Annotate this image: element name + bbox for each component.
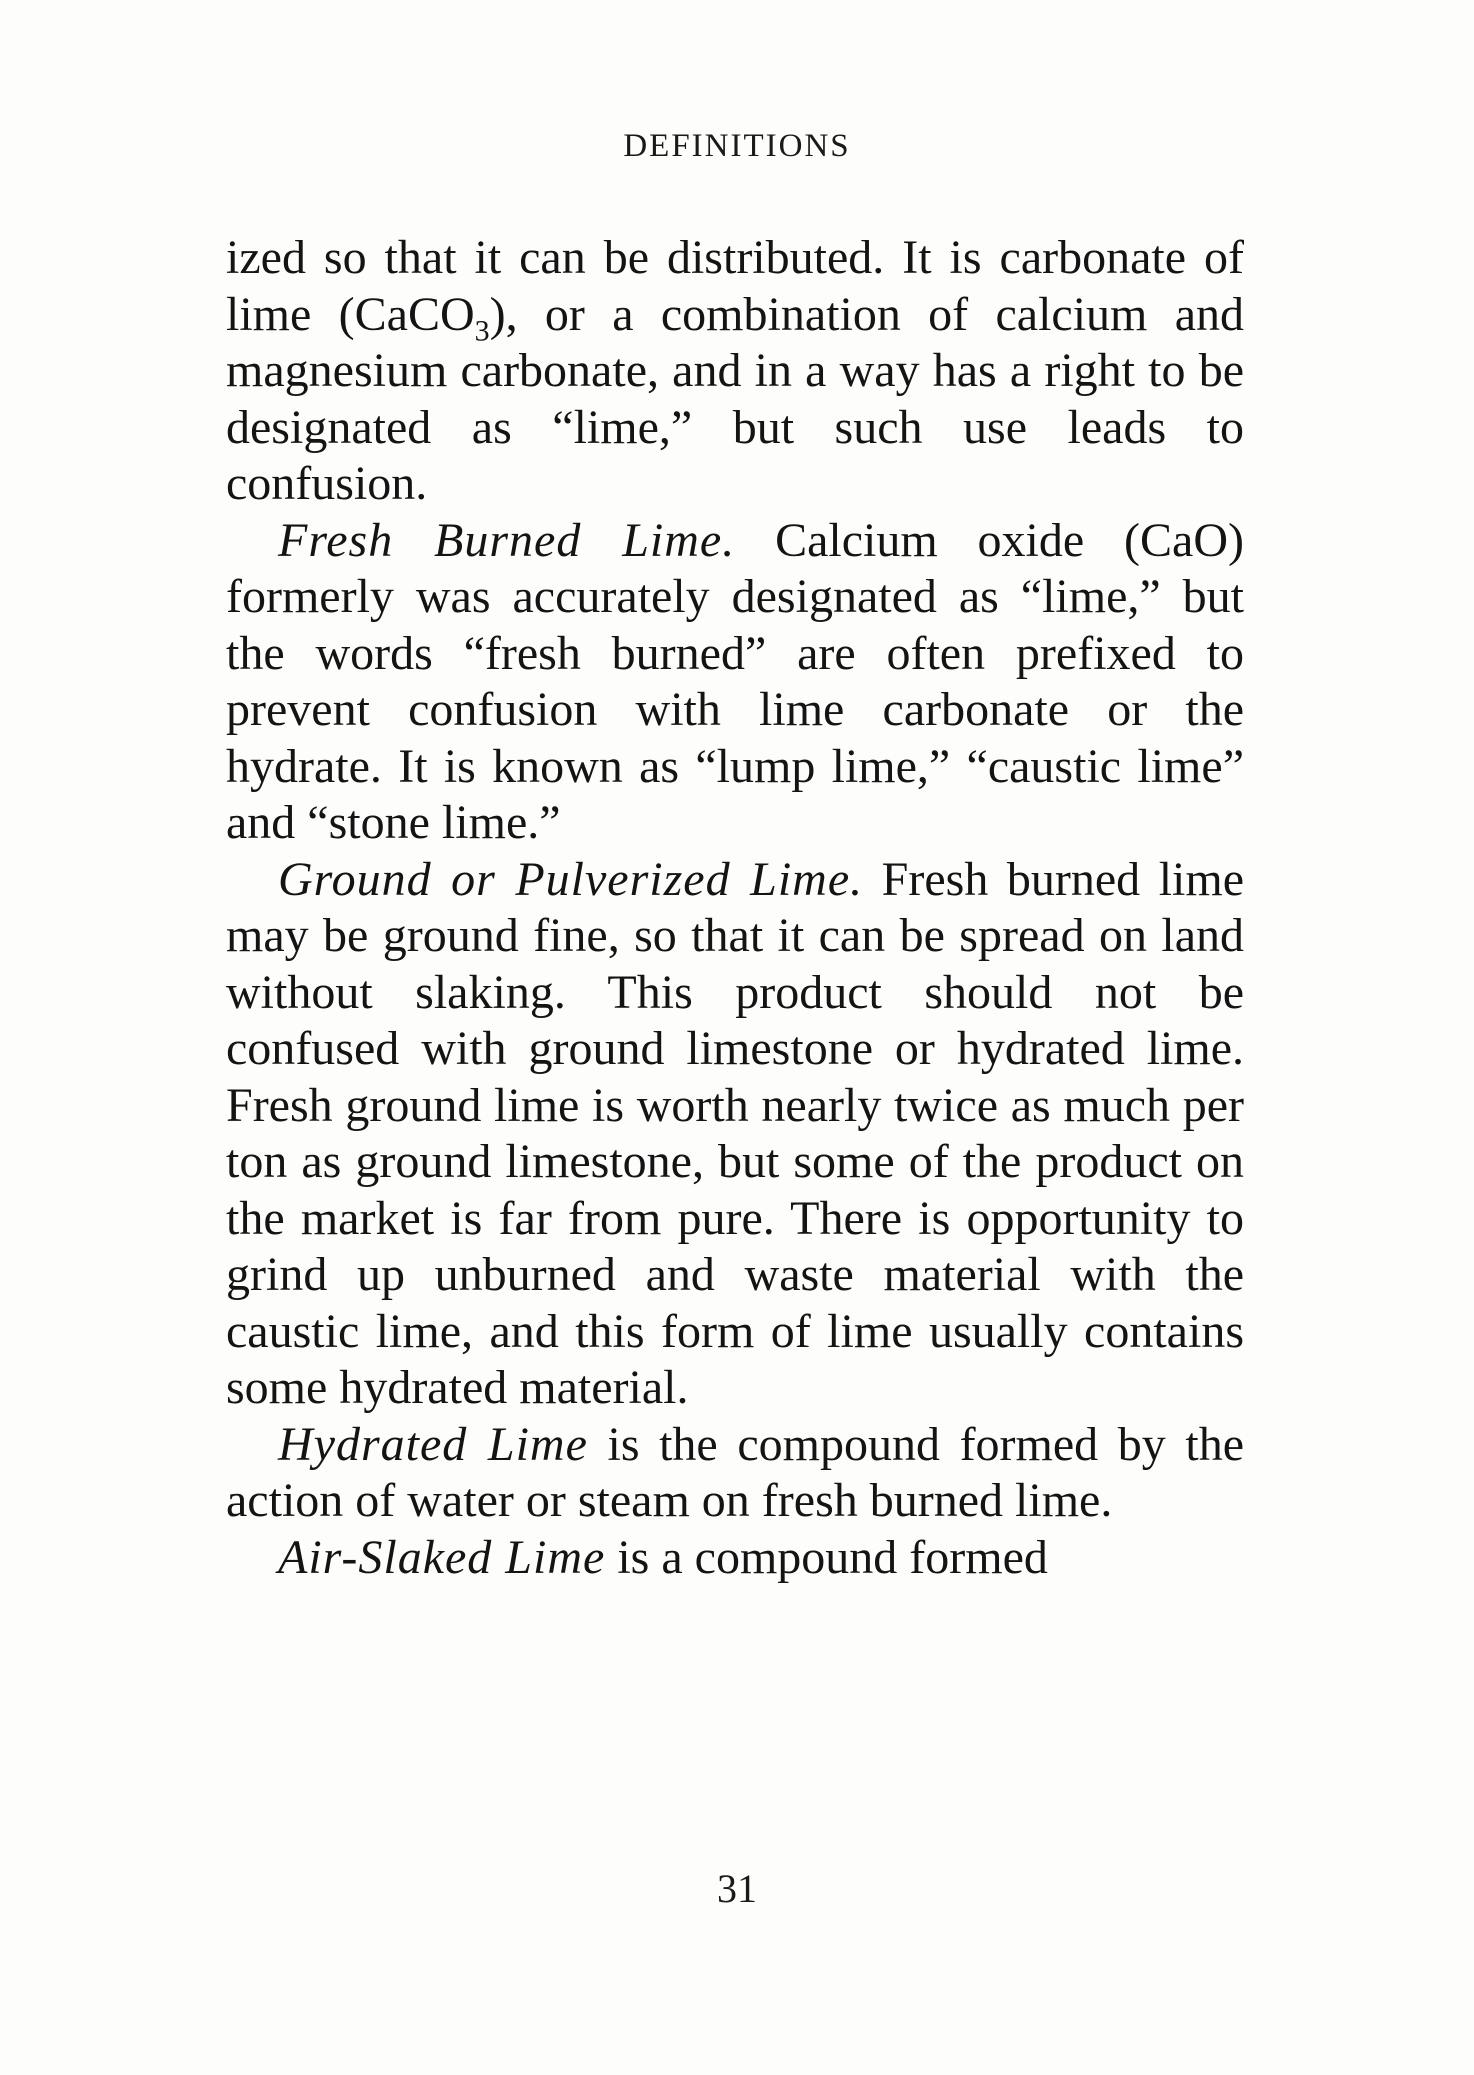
paragraph-text: ized so that it can be distributed. It is carbonate of lime (CaCO [226, 231, 1244, 341]
definition-fresh-burned-lime [226, 513, 1244, 852]
running-head: DEFINITIONS [623, 128, 851, 164]
definition-text: is a compound formed [617, 1530, 1048, 1584]
definition-term: Hydrated Lime [278, 1417, 588, 1471]
body-text [226, 230, 1244, 1586]
definition-text: Fresh burned lime may be ground fine, so that it can be spread on land without slaking. This product should not be confused with ground limestone or hydrated lime. Fresh ground lime is worth nearly twice as much per ton as ground limestone, but some of the product on the market is far from pure. There is opportunity to grind up unburned and waste material with the caustic lime, and this form of lime usually contains some hydrated material. [226, 852, 1245, 1414]
definition-text: is the compound formed by the action of water or steam on fresh burned lime. [226, 1417, 1244, 1527]
definition-term: Air-Slaked Lime [278, 1530, 606, 1584]
formula-subscript: 3 [474, 314, 490, 348]
definition-hydrated-lime [226, 1417, 1244, 1530]
definition-air-slaked-lime [226, 1530, 1244, 1587]
definition-term: Fresh Burned Lime. [278, 513, 736, 567]
definition-ground-lime [226, 852, 1244, 1417]
definition-text: Calcium oxide (CaO) formerly was accurately designated as “lime,” but the words “fresh burned” are often prefixed to prevent confusion with lime carbonate or the hydrate. It is known as “lump lime,” “caustic lime” and “stone lime.” [226, 513, 1245, 849]
paragraph-text: ), or a combination of calcium and magnesium carbonate, and in a way has a right to be designated as “lime,” but such use leads to confusion. [226, 287, 1245, 510]
page-number: 31 [717, 1866, 757, 1911]
definition-term: Ground or Pulverized Lime. [278, 852, 864, 906]
paragraph-continuation [226, 230, 1244, 513]
